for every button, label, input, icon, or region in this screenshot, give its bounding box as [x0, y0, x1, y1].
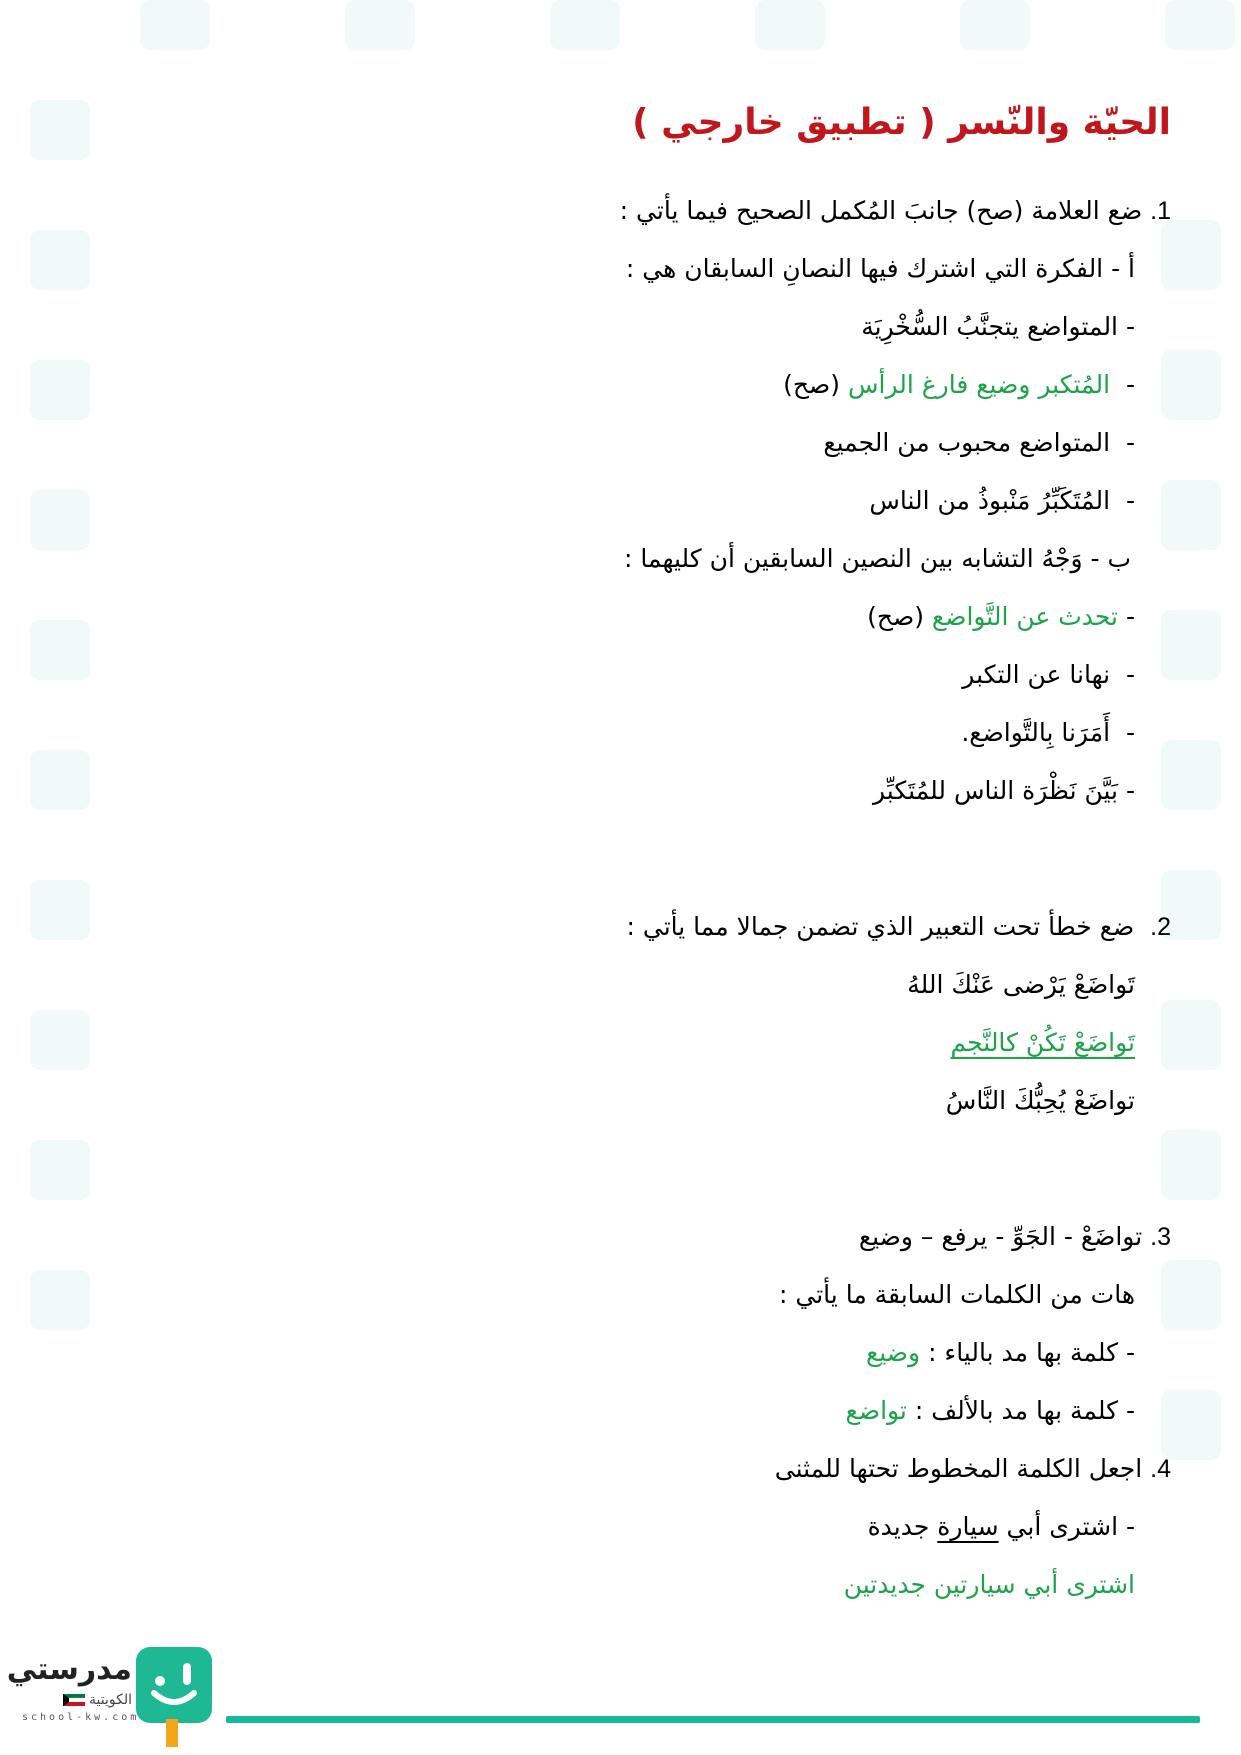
option-1b-4 — [873, 774, 1135, 808]
option-text: المتواضع محبوب من الجميع — [823, 428, 1111, 457]
q4-answer: اشترى أبي سيارتين جديدتين — [843, 1570, 1135, 1599]
option-dash: - — [1125, 718, 1135, 747]
question-number: 1. — [1150, 197, 1171, 225]
question-3-text: هات من الكلمات السابقة ما يأتي : — [779, 1280, 1135, 1309]
option-dash: - — [1125, 776, 1135, 805]
logo-subtitle-text: الكويتية — [89, 1692, 132, 1708]
option-dash: - — [1125, 660, 1135, 689]
option-text: المتواضع يتجنَّبُ السُّخْرِيَة — [861, 312, 1119, 341]
question-text: ضع العلامة (صح) جانبَ المُكمل الصحيح فيما يأتي : — [619, 196, 1143, 225]
item-label: - كلمة بها مد بالألف : — [914, 1396, 1135, 1425]
q2-option-2-answer: تَواضَعْ تَكُنْ كالنَّجم — [950, 1028, 1135, 1057]
question-text: اجعل الكلمة المخطوط تحتها للمثنى — [774, 1454, 1143, 1483]
question-2 — [626, 910, 1171, 944]
question-text: ضع خطأ تحت التعبير الذي تضمن جمالا مما يأتي : — [626, 912, 1135, 941]
option-1a-4 — [869, 484, 1135, 518]
logo-name: مدرستي — [6, 1652, 132, 1687]
footer-divider — [226, 1716, 1200, 1723]
q2-option-3: تواضَعْ يُحِبُّكَ النَّاسُ — [945, 1086, 1135, 1115]
kuwait-flag-icon — [63, 1694, 85, 1706]
question-1a-text: أ - الفكرة التي اشترك فيها النصانِ السابقان هي : — [625, 254, 1135, 283]
option-1a-3 — [823, 426, 1135, 460]
question-number: 4. — [1150, 1455, 1171, 1483]
question-words: تواضَعْ - الجَوِّ - يرفع – وضيع — [858, 1222, 1143, 1251]
question-number: 3. — [1150, 1223, 1171, 1251]
smile-icon — [136, 1647, 212, 1723]
item-label: - كلمة بها مد بالياء : — [928, 1338, 1135, 1367]
q4-sentence — [868, 1510, 1135, 1544]
option-text-answer: المُتكبر وضيع فارغ الرأس — [847, 370, 1111, 399]
sentence-prefix: - اشترى أبي — [1006, 1512, 1135, 1541]
option-1a-1 — [861, 310, 1135, 344]
q3-item-1 — [866, 1336, 1135, 1370]
option-1a-2 — [783, 368, 1135, 402]
option-text-answer: تحدث عن التَّواضع — [931, 602, 1119, 631]
q2-option-1: تَواضَعْ يَرْضى عَنْكَ اللهُ — [907, 970, 1135, 999]
page-title: الحيّة والنّسر ( تطبيق خارجي ) — [632, 102, 1171, 143]
sentence-suffix: جديدة — [867, 1512, 930, 1541]
option-1b-3 — [961, 716, 1135, 750]
option-1b-2 — [962, 658, 1135, 692]
item-answer: وضيع — [865, 1338, 921, 1367]
option-dash: - — [1125, 486, 1135, 515]
question-4 — [775, 1452, 1171, 1486]
question-number: 2. — [1150, 913, 1171, 941]
option-text: المُتَكَبِّرُ مَنْبوذُ من الناس — [869, 486, 1111, 515]
q3-item-2 — [846, 1394, 1135, 1428]
question-1 — [620, 194, 1171, 228]
question-1b-text: ب - وَجْهُ التشابه بين النصين السابقين أن كليهما : — [624, 544, 1131, 573]
option-text: بَيَّنَ نَظْرَة الناس للمُتَكبِّر — [873, 776, 1119, 805]
school-logo-icon — [136, 1647, 212, 1723]
correct-mark: (صح) — [867, 602, 924, 631]
option-text: نهانا عن التكبر — [962, 660, 1111, 689]
correct-mark: (صح) — [783, 370, 841, 399]
option-dash: - — [1125, 312, 1135, 341]
logo-url: school-kw.com — [22, 1712, 140, 1723]
item-answer: تواضع — [845, 1396, 907, 1425]
underlined-word: سيارة — [937, 1512, 999, 1541]
question-3 — [859, 1220, 1171, 1254]
option-text: أَمَرَنا بِالتَّواضع. — [961, 718, 1111, 747]
option-1b-1 — [867, 600, 1135, 634]
option-dash: - — [1125, 370, 1135, 399]
option-dash: - — [1125, 428, 1135, 457]
option-dash: - — [1125, 602, 1135, 631]
logo-bookmark-icon — [166, 1719, 178, 1747]
logo-subtitle — [26, 1692, 132, 1708]
